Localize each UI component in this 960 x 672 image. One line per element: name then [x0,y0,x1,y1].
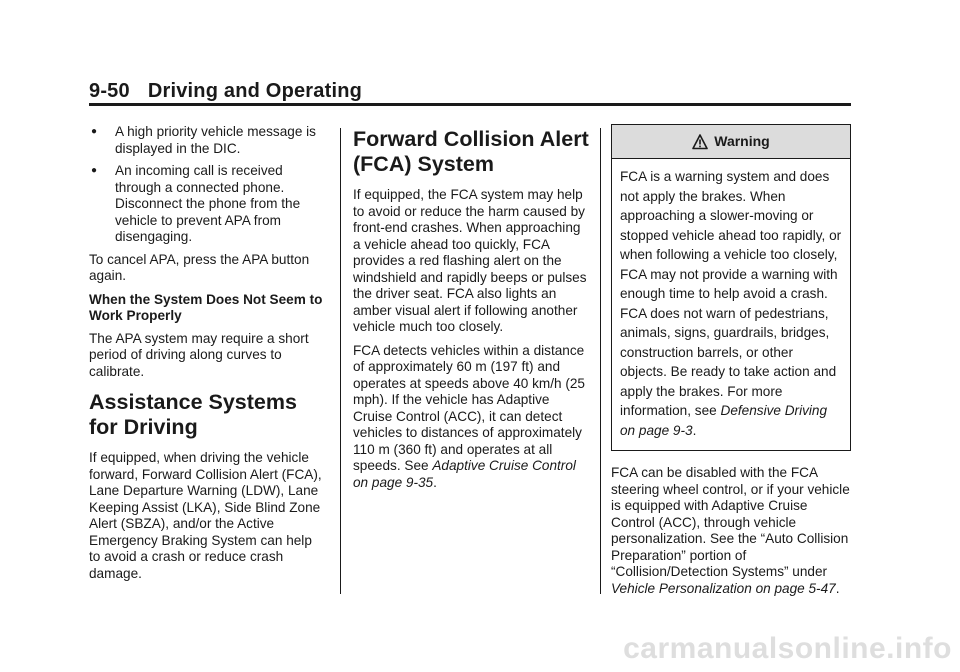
section-heading-fca: Forward Collision Alert (FCA) System [353,127,589,176]
warning-title: Warning [714,133,770,150]
warning-box [611,124,851,451]
bullet-item [89,124,325,157]
calibrate-paragraph: The APA system may require a short period of driving along curves to calibrate. [89,330,309,379]
cancel-paragraph: To cancel APA, press the APA button again. [89,251,310,283]
column-1 [89,124,325,589]
bullet-icon: ● [91,165,98,176]
section-heading-assistance: Assistance Systems for Driving [89,390,297,439]
bullet-item [89,163,325,246]
column-2 [353,124,591,498]
page-number: 9-50 [89,80,130,102]
column-3 [611,124,851,604]
bullet-text: A high priority vehicle message is displayed in the DIC. [115,124,316,156]
page-header [89,80,362,103]
xref-link-personalization[interactable]: Vehicle Personalization on page 5-47 [611,580,836,596]
intro-paragraph: If equipped, when driving the vehicle forward, Forward Collision Alert (FCA), Lane Departure Warning (LDW), Lane Keeping Assist (LKA), Side Blind Zone Alert (SBZA), and/or the Active Emergency Braking System can help to avoid a crash or reduce crash damage. [89,450,322,581]
header-rule [89,103,851,106]
warning-triangle-icon [692,134,708,150]
column-divider [340,128,341,594]
bullet-text: An incoming call is received through a connected phone. Disconnect the phone from the vehicle to prevent APA from disengaging. [115,163,301,244]
warning-header [612,125,850,159]
section-title: Driving and Operating [147,80,363,102]
period: . [433,474,437,490]
warning-text: FCA is a warning system and does not apply the brakes. When approaching a slower-moving or stopped vehicle ahead too rapidly, or when following a vehicle too closely, FCA may not provide a warning with enough time to help avoid a crash. FCA does not warn of pedestrians, animals, signs, guardrails, bridges, construction barrels, or other objects. Be ready to take action and apply the brakes. For more information, see [620,169,842,418]
fca-paragraph-2-text: FCA detects vehicles within a distance of approximately 60 m (197 ft) and operates at speeds above 40 km/h (25 mph). If the vehicle has Adaptive Cruise Control (ACC), it can detect vehicles to distances of approximately 110 m (360 ft) and operates at all speeds. See [353,342,585,473]
fca-paragraph-2 [353,343,591,492]
xref-link-defensive-driving[interactable]: Defensive Driving on page 9-3 [620,403,828,438]
disable-paragraph [611,465,851,597]
period: . [835,580,840,596]
watermark: carmanualsonline.info [623,632,952,665]
fca-paragraph-1: If equipped, the FCA system may help to avoid or reduce the harm caused by front-end crashes. When approaching a vehicle ahead too quickly, FCA provides a red flashing alert on the windshield and rapidly beeps or pulses the driver seat. FCA also lights an amber visual alert if following another vehicle much too closely. [353,187,587,334]
xref-link-acc[interactable]: Adaptive Cruise Control on page 9-35 [353,458,576,490]
subheading: When the System Does Not Seem to Work Properly [89,291,323,323]
column-divider [600,128,601,594]
period: . [692,422,697,438]
bullet-icon: ● [91,126,98,137]
warning-body [612,159,850,450]
disable-paragraph-text: FCA can be disabled with the FCA steering wheel control, or if your vehicle is equipped with Adaptive Cruise Control (ACC), through vehicle personalization. See the “Auto Collision Preparation” portion of “Collision/Detection Systems” under [611,465,850,579]
